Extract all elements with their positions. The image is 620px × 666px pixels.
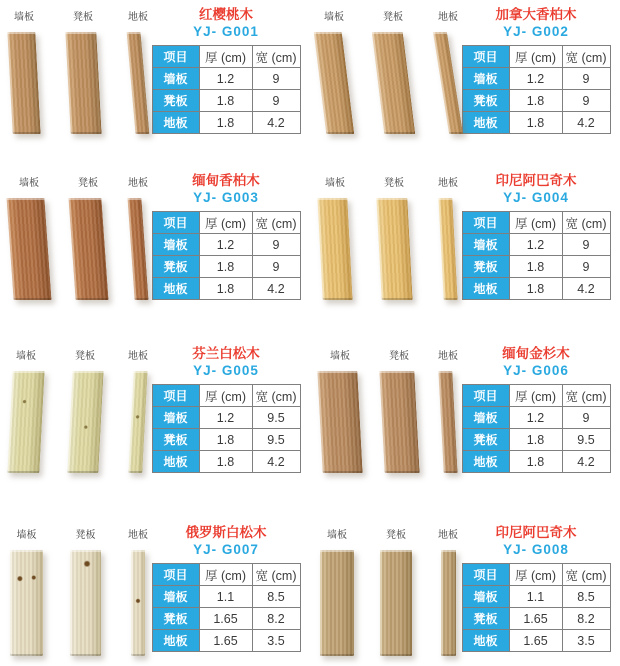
floor-board-sample	[438, 347, 458, 473]
board-samples	[320, 174, 458, 330]
spec-row-floor	[462, 278, 610, 300]
spec-row-label: 墙板	[152, 68, 199, 90]
spec-value-width: 9	[252, 68, 300, 90]
spec-header-thickness: 厚 (cm)	[199, 564, 252, 586]
spec-header-width: 宽 (cm)	[252, 385, 300, 407]
product-info	[458, 174, 614, 330]
wall-board-image	[320, 550, 354, 656]
bench-board-sample	[378, 8, 409, 134]
product-name: 红樱桃木	[199, 7, 253, 22]
spec-header-item: 项目	[152, 385, 199, 407]
spec-header-row	[462, 46, 610, 68]
spec-row-label: 墙板	[462, 407, 509, 429]
product-name: 加拿大香柏木	[495, 7, 577, 22]
floor-board-image	[127, 198, 148, 300]
spec-row-label: 墙板	[462, 586, 509, 608]
spec-value-thickness: 1.8	[199, 90, 252, 112]
spec-value-thickness: 1.8	[199, 429, 252, 451]
spec-value-thickness: 1.8	[509, 256, 562, 278]
spec-header-item: 项目	[462, 46, 509, 68]
spec-value-width: 9	[252, 234, 300, 256]
spec-value-width: 9	[252, 90, 300, 112]
floor-board-sample	[128, 526, 148, 656]
bench-board-image	[67, 371, 103, 473]
product-card	[0, 500, 310, 666]
wall-board-sample	[320, 8, 348, 134]
bench-board-image	[65, 32, 101, 134]
spec-header-thickness: 厚 (cm)	[509, 46, 562, 68]
wall-board-image	[314, 32, 355, 134]
spec-row-label: 墙板	[152, 407, 199, 429]
spec-header-item: 项目	[152, 212, 199, 234]
product-info	[458, 8, 614, 160]
product-code: YJ- G006	[503, 362, 569, 378]
spec-value-thickness: 1.65	[509, 630, 562, 652]
floor-board-sample	[128, 8, 148, 134]
floor-board-image	[441, 550, 456, 656]
spec-value-thickness: 1.8	[199, 256, 252, 278]
bench-board-sample	[72, 174, 105, 300]
spec-row-label: 地板	[462, 278, 509, 300]
floor-board-image	[438, 371, 457, 473]
product-card	[0, 330, 310, 500]
product-name: 印尼阿巴奇木	[495, 173, 577, 188]
board-samples	[10, 526, 148, 666]
spec-value-width: 4.2	[252, 451, 300, 473]
spec-value-thickness: 1.1	[199, 586, 252, 608]
spec-header-width: 宽 (cm)	[562, 385, 610, 407]
spec-header-item: 项目	[462, 564, 509, 586]
spec-value-thickness: 1.8	[509, 429, 562, 451]
spec-value-thickness: 1.8	[199, 278, 252, 300]
spec-header-width: 宽 (cm)	[252, 46, 300, 68]
product-name: 印尼阿巴奇木	[495, 525, 577, 540]
floor-board-image	[128, 371, 147, 473]
spec-row-label: 凳板	[462, 608, 509, 630]
bench-board-label: 凳板	[386, 530, 406, 541]
product-code: YJ- G005	[193, 362, 259, 378]
product-card	[310, 500, 620, 666]
product-code: YJ- G007	[193, 541, 259, 557]
spec-value-width: 4.2	[252, 112, 300, 134]
wall-board-image	[7, 32, 40, 134]
spec-value-thickness: 1.2	[509, 68, 562, 90]
spec-row-floor	[152, 451, 300, 473]
spec-row-floor	[462, 630, 610, 652]
wall-board-sample	[10, 526, 43, 656]
bench-board-image	[376, 198, 412, 300]
wall-board-image	[317, 371, 362, 473]
spec-table	[462, 45, 611, 134]
spec-header-row	[462, 564, 610, 586]
wall-board-sample	[10, 347, 42, 473]
floor-board-label: 地板	[438, 178, 458, 189]
spec-header-thickness: 厚 (cm)	[199, 385, 252, 407]
bench-board-sample	[382, 347, 417, 473]
spec-header-item: 项目	[152, 564, 199, 586]
spec-header-thickness: 厚 (cm)	[509, 212, 562, 234]
spec-value-width: 8.2	[562, 608, 610, 630]
spec-row-bench	[152, 608, 300, 630]
spec-value-width: 9	[562, 90, 610, 112]
spec-row-wall	[152, 234, 300, 256]
floor-board-sample	[128, 347, 148, 473]
product-card	[0, 160, 310, 330]
spec-row-bench	[462, 429, 610, 451]
spec-table	[152, 563, 301, 652]
product-name: 缅甸金杉木	[502, 346, 570, 361]
floor-board-sample	[128, 174, 148, 300]
wall-board-image	[6, 198, 51, 300]
spec-header-width: 宽 (cm)	[252, 212, 300, 234]
spec-header-thickness: 厚 (cm)	[199, 212, 252, 234]
bench-board-label: 凳板	[75, 530, 96, 541]
spec-value-thickness: 1.8	[199, 451, 252, 473]
spec-header-row	[462, 212, 610, 234]
bench-board-label: 凳板	[73, 12, 93, 23]
spec-value-width: 4.2	[562, 112, 610, 134]
spec-value-thickness: 1.2	[509, 234, 562, 256]
spec-row-label: 地板	[462, 630, 509, 652]
wall-board-label: 墙板	[19, 178, 39, 189]
spec-row-label: 凳板	[152, 90, 199, 112]
spec-header-width: 宽 (cm)	[562, 212, 610, 234]
product-info	[148, 174, 304, 330]
spec-row-wall	[152, 586, 300, 608]
spec-row-label: 墙板	[152, 234, 199, 256]
wall-board-label: 墙板	[325, 178, 345, 189]
product-code: YJ- G003	[193, 189, 259, 205]
spec-value-width: 9	[252, 256, 300, 278]
spec-row-label: 凳板	[152, 608, 199, 630]
board-samples	[10, 8, 148, 160]
bench-board-sample	[68, 8, 99, 134]
spec-value-thickness: 1.2	[199, 407, 252, 429]
product-code: YJ- G002	[503, 23, 569, 39]
spec-row-label: 地板	[462, 112, 509, 134]
wall-board-image	[7, 371, 44, 473]
wall-board-sample	[320, 347, 360, 473]
spec-row-bench	[462, 608, 610, 630]
board-samples	[320, 347, 458, 500]
spec-value-thickness: 1.8	[509, 278, 562, 300]
spec-row-floor	[462, 451, 610, 473]
floor-board-image	[438, 198, 457, 300]
spec-row-label: 凳板	[462, 429, 509, 451]
spec-row-floor	[152, 630, 300, 652]
spec-header-row	[152, 212, 300, 234]
floor-board-image	[131, 550, 145, 656]
spec-value-width: 4.2	[562, 451, 610, 473]
spec-table	[152, 45, 301, 134]
spec-header-thickness: 厚 (cm)	[509, 385, 562, 407]
spec-header-row	[152, 46, 300, 68]
spec-value-width: 4.2	[562, 278, 610, 300]
spec-header-item: 项目	[462, 385, 509, 407]
product-card	[310, 330, 620, 500]
floor-board-sample	[438, 174, 458, 300]
floor-board-image	[127, 32, 150, 134]
spec-header-row	[462, 385, 610, 407]
wall-board-label: 墙板	[16, 351, 36, 362]
spec-row-bench	[152, 90, 300, 112]
bench-board-image	[70, 550, 101, 656]
floor-board-label: 地板	[438, 530, 458, 541]
spec-value-width: 9.5	[252, 407, 300, 429]
spec-table	[462, 211, 611, 300]
wall-board-label: 墙板	[14, 12, 34, 23]
spec-row-label: 地板	[152, 278, 199, 300]
floor-board-label: 地板	[438, 12, 458, 23]
spec-row-label: 墙板	[462, 68, 509, 90]
spec-header-width: 宽 (cm)	[252, 564, 300, 586]
spec-value-width: 8.5	[252, 586, 300, 608]
spec-header-item: 项目	[462, 212, 509, 234]
product-code: YJ- G004	[503, 189, 569, 205]
spec-value-thickness: 1.8	[199, 112, 252, 134]
spec-row-label: 地板	[152, 630, 199, 652]
spec-header-item: 项目	[152, 46, 199, 68]
floor-board-label: 地板	[128, 178, 148, 189]
spec-value-thickness: 1.8	[509, 451, 562, 473]
spec-row-wall	[462, 586, 610, 608]
product-info	[148, 347, 304, 500]
product-card	[310, 160, 620, 330]
spec-row-floor	[152, 112, 300, 134]
spec-row-label: 凳板	[462, 256, 509, 278]
spec-row-wall	[462, 234, 610, 256]
spec-table	[152, 211, 301, 300]
bench-board-label: 凳板	[75, 351, 95, 362]
spec-header-thickness: 厚 (cm)	[199, 46, 252, 68]
spec-value-thickness: 1.2	[199, 68, 252, 90]
spec-row-label: 地板	[152, 112, 199, 134]
spec-row-wall	[462, 68, 610, 90]
bench-board-label: 凳板	[78, 178, 98, 189]
spec-value-width: 4.2	[252, 278, 300, 300]
wall-board-sample	[10, 8, 38, 134]
product-info	[148, 526, 304, 666]
bench-board-label: 凳板	[383, 12, 403, 23]
product-info	[148, 8, 304, 160]
spec-value-thickness: 1.2	[199, 234, 252, 256]
bench-board-image	[371, 32, 415, 134]
board-samples	[320, 526, 458, 666]
spec-row-label: 凳板	[152, 429, 199, 451]
floor-board-label: 地板	[128, 12, 148, 23]
product-card	[0, 0, 310, 160]
bench-board-sample	[70, 526, 101, 656]
bench-board-sample	[70, 347, 101, 473]
spec-value-thickness: 1.8	[509, 112, 562, 134]
floor-board-sample	[438, 8, 458, 134]
wall-board-label: 墙板	[324, 12, 344, 23]
spec-value-width: 9	[562, 256, 610, 278]
product-card	[310, 0, 620, 160]
spec-row-bench	[462, 90, 610, 112]
wall-board-sample	[320, 174, 350, 300]
wall-board-label: 墙板	[330, 351, 350, 362]
spec-value-thickness: 1.65	[199, 608, 252, 630]
spec-value-width: 3.5	[562, 630, 610, 652]
bench-board-image	[68, 198, 108, 300]
spec-row-bench	[462, 256, 610, 278]
board-samples	[10, 347, 148, 500]
spec-row-bench	[152, 429, 300, 451]
product-name: 芬兰白松木	[192, 346, 260, 361]
spec-value-width: 3.5	[252, 630, 300, 652]
spec-row-wall	[152, 68, 300, 90]
spec-header-width: 宽 (cm)	[562, 46, 610, 68]
bench-board-label: 凳板	[389, 351, 409, 362]
spec-header-row	[152, 385, 300, 407]
product-info	[458, 347, 614, 500]
bench-board-sample	[380, 526, 412, 656]
spec-row-label: 凳板	[152, 256, 199, 278]
spec-header-width: 宽 (cm)	[562, 564, 610, 586]
spec-value-width: 9	[562, 407, 610, 429]
spec-value-width: 9.5	[562, 429, 610, 451]
spec-row-floor	[152, 278, 300, 300]
wall-board-label: 墙板	[327, 530, 347, 541]
spec-value-width: 9.5	[252, 429, 300, 451]
spec-header-row	[152, 564, 300, 586]
bench-board-sample	[379, 174, 410, 300]
spec-row-label: 墙板	[462, 234, 509, 256]
spec-value-thickness: 1.65	[509, 608, 562, 630]
spec-value-width: 8.2	[252, 608, 300, 630]
product-code: YJ- G008	[503, 541, 569, 557]
spec-row-label: 凳板	[462, 90, 509, 112]
spec-row-label: 地板	[462, 451, 509, 473]
spec-value-thickness: 1.65	[199, 630, 252, 652]
spec-value-thickness: 1.8	[509, 90, 562, 112]
product-info	[458, 526, 614, 666]
bench-board-label: 凳板	[384, 178, 404, 189]
spec-table	[462, 563, 611, 652]
spec-header-thickness: 厚 (cm)	[509, 564, 562, 586]
board-samples	[320, 8, 458, 160]
wall-board-image	[10, 550, 43, 656]
spec-table	[462, 384, 611, 473]
spec-value-width: 8.5	[562, 586, 610, 608]
spec-row-label: 地板	[152, 451, 199, 473]
bench-board-image	[380, 550, 412, 656]
floor-board-label: 地板	[438, 351, 458, 362]
spec-row-wall	[462, 407, 610, 429]
spec-row-floor	[462, 112, 610, 134]
wall-board-sample	[10, 174, 48, 300]
spec-value-width: 9	[562, 68, 610, 90]
spec-row-wall	[152, 407, 300, 429]
wall-board-image	[317, 198, 352, 300]
board-samples	[10, 174, 148, 330]
product-name: 俄罗斯白松木	[185, 525, 267, 540]
spec-row-bench	[152, 256, 300, 278]
spec-value-width: 9	[562, 234, 610, 256]
floor-board-label: 地板	[128, 351, 148, 362]
wall-board-sample	[320, 526, 354, 656]
spec-value-thickness: 1.2	[509, 407, 562, 429]
spec-value-thickness: 1.1	[509, 586, 562, 608]
wall-board-label: 墙板	[16, 530, 37, 541]
spec-table	[152, 384, 301, 473]
product-name: 缅甸香柏木	[192, 173, 260, 188]
bench-board-image	[379, 371, 419, 473]
product-code: YJ- G001	[193, 23, 259, 39]
spec-row-label: 墙板	[152, 586, 199, 608]
floor-board-sample	[438, 526, 458, 656]
floor-board-label: 地板	[128, 530, 148, 541]
